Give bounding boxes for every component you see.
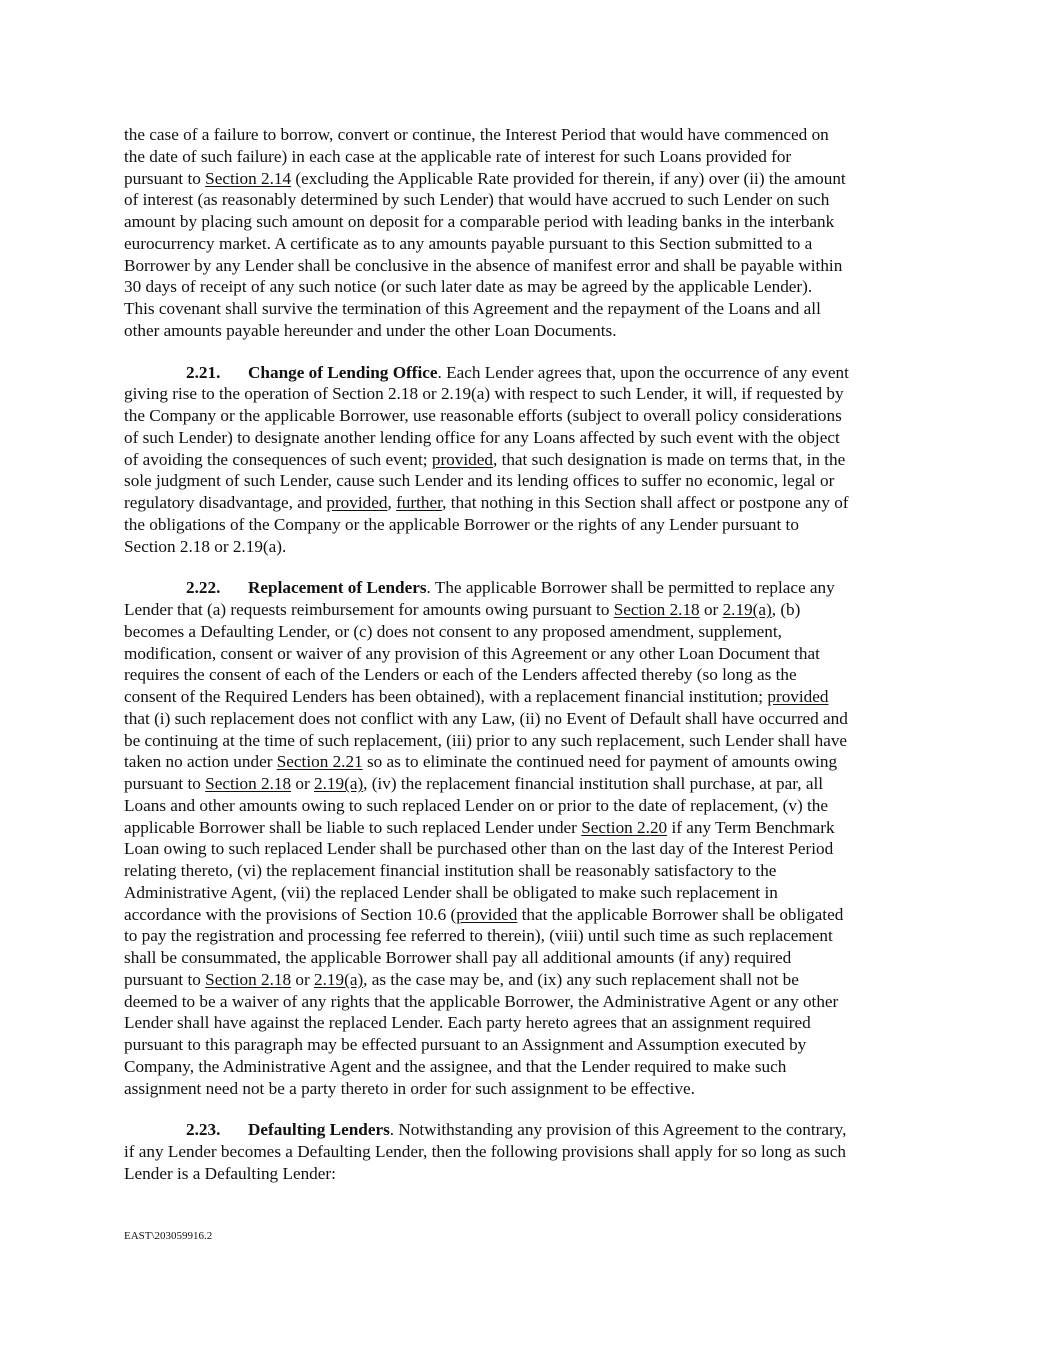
text-run: , (iv) the replacement financial institution shall purchase, at par, all (363, 774, 824, 793)
text-line: This covenant shall survive the termination of this Agreement and the repayment of the Loans and all (124, 299, 821, 318)
section-2-22 (124, 577, 936, 1099)
text-line (124, 904, 936, 926)
section-number: 2.21. (186, 362, 221, 382)
section-reference: 2.19(a) (314, 969, 364, 989)
text-line: pursuant to this paragraph may be effected pursuant to an Assignment and Assumption executed by (124, 1035, 807, 1054)
text-run: . Each Lender agrees that, upon the occurrence of any event (437, 362, 849, 382)
document-page (124, 124, 936, 1185)
section-number: 2.22. (186, 578, 221, 598)
document-id-footer: EAST\203059916.2 (124, 1230, 213, 1242)
text-run: pursuant to (124, 774, 206, 793)
text-line: if any Lender becomes a Defaulting Lender, then the following provisions shall apply for so long as such (124, 1142, 846, 1161)
text-line: of interest (as reasonably determined by such Lender) that would have accrued to such Lender on such (124, 190, 830, 210)
text-line: modification, consent or waiver of any provision of this Agreement or any other Loan Document that (124, 643, 820, 663)
text-line: that (i) such replacement does not conflict with any Law, (ii) no Event of Default shall have occurred and (124, 708, 848, 728)
text-line (124, 599, 936, 621)
section-heading: Change of Lending Office (248, 362, 438, 382)
text-run: if any Term Benchmark (667, 817, 835, 837)
text-run: or (699, 600, 723, 619)
text-run: , as the case may be, and (ix) any such replacement shall not be (363, 969, 799, 989)
text-line: Loan owing to such replaced Lender shall be purchased other than on the last day of the Interest Period (124, 839, 834, 859)
text-line: to pay the registration and processing fee referred to therein), (viii) until such time as such replacement (124, 926, 833, 946)
text-line: 30 days of receipt of any such notice (or such later date as may be agreed by the applicable Lender). (124, 277, 813, 297)
text-line: the case of a failure to borrow, convert or continue, the Interest Period that would have commenced on (124, 125, 829, 144)
text-run: accordance with the provisions of Section 10.6 ( (124, 904, 457, 924)
text-line: shall be consummated, the applicable Borrower shall pay all additional amounts (if any) required (124, 948, 792, 967)
text-run: Lender that (a) requests reimbursement for amounts owing pursuant to (124, 600, 614, 619)
text-line (124, 577, 936, 599)
text-line: Section 2.18 or 2.19(a). (124, 536, 287, 556)
text-line: Administrative Agent, (vii) the replaced Lender shall be obligated to make such replacement in (124, 882, 778, 902)
section-reference: Section 2.21 (276, 752, 363, 772)
text-run: , (387, 493, 397, 512)
text-line: relating thereto, (vi) the replacement financial institution shall be reasonably satisfactory to the (124, 861, 777, 880)
defined-term: provided (326, 493, 388, 512)
text-line: sole judgment of such Lender, cause such Lender and its lending offices to suffer no economic, legal or (124, 471, 835, 491)
text-line: Lender shall have against the replaced Lender. Each party hereto agrees that an assignment required (124, 1013, 811, 1033)
defined-term: further (396, 493, 443, 512)
section-2-21 (124, 362, 936, 558)
defined-term: provided (431, 449, 493, 469)
text-line: becomes a Defaulting Lender, or (c) does not consent to any proposed amendment, supplement, (124, 621, 782, 641)
text-run: (excluding the Applicable Rate provided for therein, if any) over (ii) the amount (291, 168, 846, 188)
text-line: amount by placing such amount on deposit for a comparable period with leading banks in the interbank (124, 212, 835, 231)
text-run: consent of the Required Lenders has been obtained), with a replacement financial institution; (124, 687, 768, 706)
text-line: assignment need not be a party thereto in order for such assignment to be effective. (124, 1078, 695, 1098)
section-reference: Section 2.18 (205, 774, 292, 793)
text-line (124, 969, 936, 991)
section-2-23 (124, 1119, 936, 1184)
text-run: regulatory disadvantage, and (124, 493, 327, 512)
continuation-paragraph (124, 124, 936, 342)
text-run: of avoiding the consequences of such event; (124, 449, 432, 469)
text-line (124, 1119, 936, 1141)
section-reference: Section 2.14 (205, 168, 292, 188)
section-reference: 2.19(a) (314, 774, 364, 793)
text-line (124, 449, 936, 471)
text-line: eurocurrency market. A certificate as to any amounts payable pursuant to this Section submitted to a (124, 233, 813, 253)
text-line: the Company or the applicable Borrower, use reasonable efforts (subject to overall policy considerations (124, 406, 842, 425)
text-run: applicable Borrower shall be liable to such replaced Lender under (124, 817, 582, 837)
text-line: be continuing at the time of such replacement, (iii) prior to any such replacement, such Lender shall have (124, 730, 848, 750)
text-line: deemed to be a waiver of any rights that the applicable Borrower, the Administrative Agent or any other (124, 991, 839, 1011)
defined-term: provided (767, 687, 829, 706)
section-reference: Section 2.20 (581, 817, 668, 837)
text-run: , that such designation is made on terms that, in the (492, 449, 846, 469)
text-line: of such Lender) to designate another lending office for any Loans affected by such event with the object (124, 427, 840, 447)
text-run: pursuant to (124, 168, 206, 188)
text-run: , that nothing in this Section shall affect or postpone any of (442, 493, 849, 512)
text-line: other amounts payable hereunder and under the other Loan Documents. (124, 320, 617, 340)
section-reference: Section 2.18 (613, 600, 700, 619)
text-line: Company, the Administrative Agent and the assignee, and that the Lender required to make such (124, 1056, 787, 1076)
text-line (124, 492, 936, 514)
section-heading: Defaulting Lenders (248, 1120, 390, 1140)
text-run: that the applicable Borrower shall be obligated (517, 904, 844, 924)
section-heading: Replacement of Lenders (248, 578, 427, 598)
text-line (124, 751, 936, 773)
text-line (124, 686, 936, 708)
text-run: , (b) (771, 600, 801, 619)
text-line: Lender is a Defaulting Lender: (124, 1163, 336, 1183)
defined-term: provided (456, 904, 518, 924)
text-line: Loans and other amounts owing to such replaced Lender on or prior to the date of replacement, (v) the (124, 795, 828, 815)
section-reference: Section 2.18 (205, 969, 292, 989)
text-line: Borrower by any Lender shall be conclusive in the absence of manifest error and shall be payable within (124, 255, 843, 275)
text-line (124, 773, 936, 795)
text-line: giving rise to the operation of Section 2.18 or 2.19(a) with respect to such Lender, it will, if requested by (124, 384, 844, 404)
text-run: taken no action under (124, 752, 277, 772)
text-run: or (291, 969, 315, 989)
text-line (124, 168, 936, 190)
text-run: or (291, 774, 315, 793)
text-line (124, 362, 936, 384)
text-run: so as to eliminate the continued need for payment of amounts owing (362, 752, 838, 772)
section-number: 2.23. (186, 1120, 221, 1140)
text-run: . Notwithstanding any provision of this Agreement to the contrary, (389, 1120, 847, 1140)
text-run: . The applicable Borrower shall be permitted to replace any (426, 578, 835, 598)
text-line (124, 817, 936, 839)
section-reference: 2.19(a) (722, 600, 772, 619)
text-line: requires the consent of each of the Lenders or each of the Lenders affected thereby (so long as the (124, 665, 797, 685)
text-run: pursuant to (124, 969, 206, 989)
text-line: the date of such failure) in each case at the applicable rate of interest for such Loans provided for (124, 146, 792, 166)
text-line: the obligations of the Company or the applicable Borrower or the rights of any Lender pursuant to (124, 514, 799, 534)
